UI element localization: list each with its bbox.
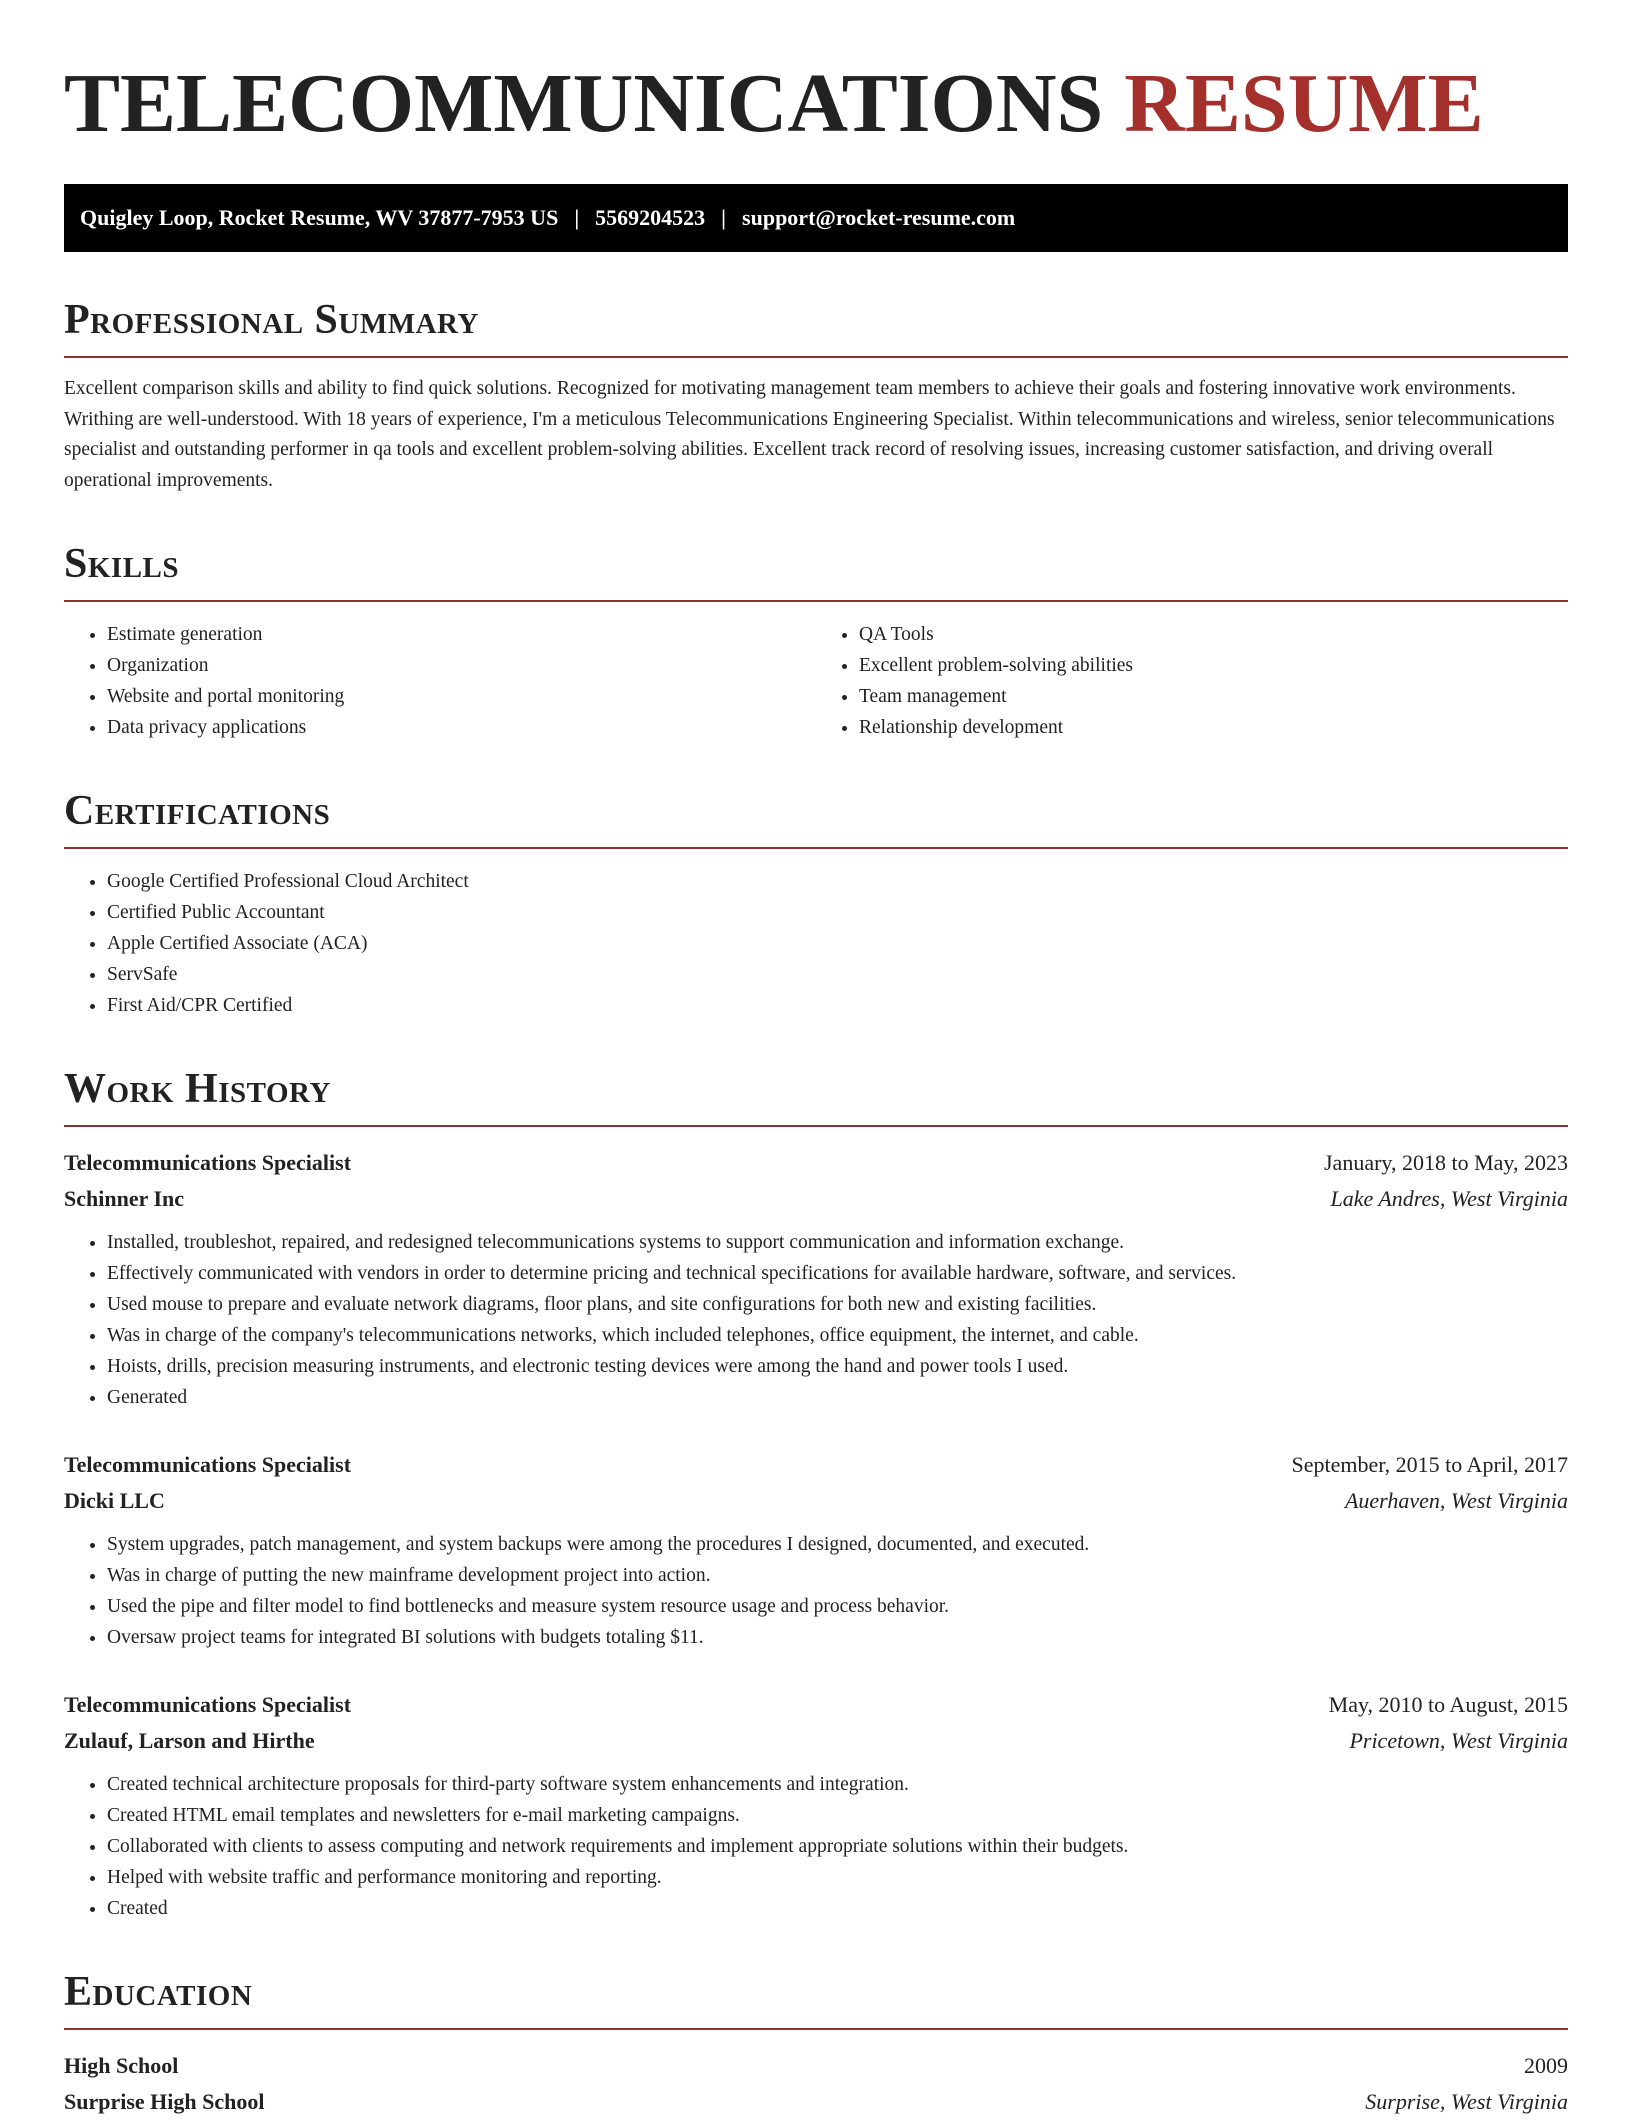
job-duty-item: • Used mouse to prepare and evaluate network diagrams, floor plans, and site configurations for both new and existing facilities. [107,1289,1568,1320]
job-dates: January, 2018 to May, 2023 [1324,1150,1568,1175]
skill-item: • Estimate generation [107,619,816,650]
skill-item: • QA Tools [859,619,1568,650]
job-dates: September, 2015 to April, 2017 [1291,1452,1568,1477]
education-year: 2009 [1524,2053,1568,2078]
job-company: Dicki LLC [64,1488,165,1513]
contact-separator: | [721,205,727,230]
job-duty-item: • Created [107,1893,1568,1924]
job-duty-item: • Created technical architecture proposals for third-party software system enhancements and integration. [107,1769,1568,1800]
certification-item: • Google Certified Professional Cloud Architect [107,866,1568,897]
job-duty-item: • Was in charge of the company's telecommunications networks, which included telephones, office equipment, the internet, and cable. [107,1320,1568,1351]
education-degree: High School [64,2053,179,2078]
skill-item: • Relationship development [859,712,1568,743]
job-entry [64,1145,1568,1413]
job-company-row [64,1181,1568,1217]
section-title-education: Education [64,1968,1568,2030]
education-entry [64,2048,1568,2120]
summary-section [64,296,1568,496]
skills-section [64,540,1568,743]
job-header-row [64,1687,1568,1723]
job-duty-item: • Installed, troubleshot, repaired, and redesigned telecommunications systems to support communication and information exchange. [107,1227,1568,1258]
contact-separator: | [574,205,580,230]
skills-list-right [816,619,1568,743]
job-duties-list [64,1769,1568,1924]
title-main: TELECOMMUNICATIONS [64,57,1104,150]
education-section [64,1968,1568,2120]
certification-item: • First Aid/CPR Certified [107,990,1568,1021]
job-duties-list [64,1227,1568,1413]
job-duty-item: • Created HTML email templates and newsletters for e-mail marketing campaigns. [107,1800,1568,1831]
resume-title [64,56,1568,152]
skill-item: • Excellent problem-solving abilities [859,650,1568,681]
job-dates: May, 2010 to August, 2015 [1328,1692,1568,1717]
job-location: Lake Andres, West Virginia [1330,1186,1568,1211]
job-duty-item: • System upgrades, patch management, and system backups were among the procedures I designed, documented, and executed. [107,1529,1568,1560]
certifications-section [64,787,1568,1021]
job-location: Auerhaven, West Virginia [1344,1488,1568,1513]
skills-grid [64,602,1568,743]
job-duty-item: • Used the pipe and filter model to find bottlenecks and measure system resource usage and process behavior. [107,1591,1568,1622]
job-header-row [64,1447,1568,1483]
contact-phone: 5569204523 [595,205,706,230]
education-school: Surprise High School [64,2089,265,2114]
work-history-section [64,1065,1568,1924]
job-entry [64,1447,1568,1653]
job-duties-list [64,1529,1568,1653]
education-school-row [64,2084,1568,2120]
section-title-skills: Skills [64,540,1568,602]
skills-list-left [64,619,816,743]
section-title-certifications: Certifications [64,787,1568,849]
section-title-work-history: Work History [64,1065,1568,1127]
contact-bar [64,184,1568,252]
summary-text: Excellent comparison skills and ability to find quick solutions. Recognized for motivating management team members to achieve their goals and fostering innovative work environments. Writhing are well-understood. With 18 years of experience, I'm a meticulous Telecommunications Engineering Specialist. Within telecommunications and wireless, senior telecommunications specialist and outstanding performer in qa tools and excellent problem-solving abilities. Excellent track record of resolving issues, increasing customer satisfaction, and driving overall operational improvements. [64,378,1555,491]
job-company-row [64,1723,1568,1759]
job-title: Telecommunications Specialist [64,1452,352,1477]
title-accent: RESUME [1124,57,1484,150]
job-duty-item: • Effectively communicated with vendors in order to determine pricing and technical specifications for available hardware, software, and services. [107,1258,1568,1289]
job-title: Telecommunications Specialist [64,1150,352,1175]
contact-address: Quigley Loop, Rocket Resume, WV 37877-7953 US [80,205,559,230]
education-header-row [64,2048,1568,2084]
contact-email: support@rocket-resume.com [742,205,1016,230]
job-company: Schinner Inc [64,1186,185,1211]
skill-item: • Data privacy applications [107,712,816,743]
certifications-list [64,866,1568,1021]
job-duty-item: • Helped with website traffic and performance monitoring and reporting. [107,1862,1568,1893]
skill-item: • Team management [859,681,1568,712]
job-entry [64,1687,1568,1924]
job-duty-item: • Oversaw project teams for integrated BI solutions with budgets totaling $11. [107,1622,1568,1653]
job-location: Pricetown, West Virginia [1349,1728,1568,1753]
section-title-summary: Professional Summary [64,296,1568,358]
job-duty-item: • Collaborated with clients to assess computing and network requirements and implement appropriate solutions within their budgets. [107,1831,1568,1862]
skill-item: • Organization [107,650,816,681]
job-title: Telecommunications Specialist [64,1692,352,1717]
job-duty-item: • Hoists, drills, precision measuring instruments, and electronic testing devices were among the hand and power tools I used. [107,1351,1568,1382]
job-header-row [64,1145,1568,1181]
job-company: Zulauf, Larson and Hirthe [64,1728,315,1753]
certification-item: • Certified Public Accountant [107,897,1568,928]
certification-item: • Apple Certified Associate (ACA) [107,928,1568,959]
job-duty-item: • Generated [107,1382,1568,1413]
job-company-row [64,1483,1568,1519]
job-duty-item: • Was in charge of putting the new mainframe development project into action. [107,1560,1568,1591]
certification-item: • ServSafe [107,959,1568,990]
education-location: Surprise, West Virginia [1365,2089,1568,2114]
skill-item: • Website and portal monitoring [107,681,816,712]
